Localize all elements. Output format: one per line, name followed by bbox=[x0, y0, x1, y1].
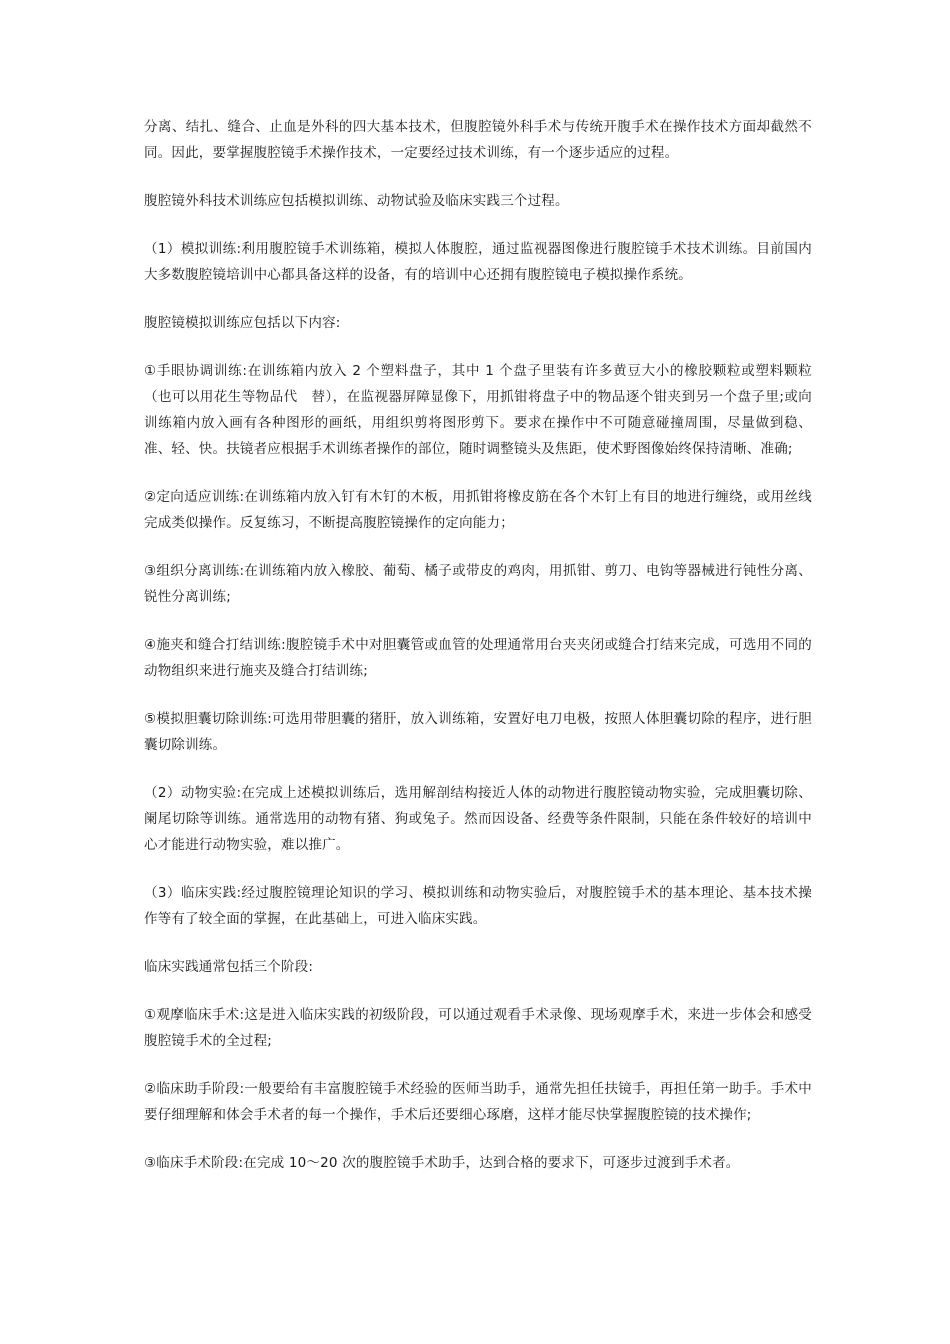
paragraph-clinical-practice: （3）临床实践:经过腹腔镜理论知识的学习、模拟训练和动物实验后，对腹腔镜手术的基本理论、基本技术操作等有了较全面的掌握，在此基础上，可进入临床实践。 bbox=[144, 885, 812, 927]
paragraph-orientation-training: ②定向适应训练:在训练箱内放入钉有木钉的木板，用抓钳将橡皮筋在各个木钉上有目的地进行缠绕，或用丝线完成类似操作。反复练习，不断提高腹腔镜操作的定向能力； bbox=[144, 489, 812, 531]
paragraph-tissue-separation-training: ③组织分离训练:在训练箱内放入橡胶、葡萄、橘子或带皮的鸡肉，用抓钳、剪刀、电钩等器械进行钝性分离、锐性分离训练; bbox=[144, 563, 812, 605]
paragraph-assistant-stage: ②临床助手阶段:一般要给有丰富腹腔镜手术经验的医师当助手，通常先担任扶镜手，再担任第一助手。手术中要仔细理解和体会手术者的每一个操作，手术后还要细心琢磨，这样才能尽快掌握腹腔镜的技术操作; bbox=[144, 1081, 812, 1123]
paragraph-simulation-contents: 腹腔镜模拟训练应包括以下内容: bbox=[144, 315, 341, 331]
paragraph-animal-experiment: （2）动物实验:在完成上述模拟训练后，选用解剖结构接近人体的动物进行腹腔镜动物实验，完成胆囊切除、阑尾切除等训练。通常选用的动物有猪、狗或兔子。然而因设备、经费等条件限制，只能在条件较好的培训中心才能进行动物实验，难以推广。 bbox=[144, 785, 812, 853]
paragraph-clip-suture-training: ④施夹和缝合打结训练:腹腔镜手术中对胆囊管或血管的处理通常用台夹夹闭或缝合打结来完成，可选用不同的动物组织来进行施夹及缝合打结训练; bbox=[144, 637, 812, 679]
paragraph-simulation-training: （1）模拟训练:利用腹腔镜手术训练箱，模拟人体腹腔，通过监视器图像进行腹腔镜手术技术训练。目前国内大多数腹腔镜培训中心都具备这样的设备，有的培训中心还拥有腹腔镜电子模拟操作系统。 bbox=[144, 241, 812, 283]
paragraph-intro: 分离、结扎、缝合、止血是外科的四大基本技术，但腹腔镜外科手术与传统开腹手术在操作技术方面却截然不同。因此，要掌握腹腔镜手术操作技术，一定要经过技术训练，有一个逐步适应的过程。 bbox=[144, 119, 812, 161]
paragraph-surgeon-stage: ③临床手术阶段:在完成 10～20 次的腹腔镜手术助手，达到合格的要求下，可逐步过渡到手术者。 bbox=[144, 1155, 740, 1171]
paragraph-cholecystectomy-simulation: ⑤模拟胆囊切除训练:可选用带胆囊的猪肝，放入训练箱，安置好电刀电极，按照人体胆囊切除的程序，进行胆囊切除训练。 bbox=[144, 711, 812, 753]
paragraph-observe-surgery: ①观摩临床手术:这是进入临床实践的初级阶段，可以通过观看手术录像、现场观摩手术，来进一步体会和感受腹腔镜手术的全过程; bbox=[144, 1007, 812, 1049]
paragraph-training-overview: 腹腔镜外科技术训练应包括模拟训练、动物试验及临床实践三个过程。 bbox=[144, 193, 569, 209]
document-body bbox=[144, 114, 812, 1198]
paragraph-clinical-stages: 临床实践通常包括三个阶段: bbox=[144, 959, 314, 975]
paragraph-hand-eye-training: ①手眼协调训练:在训练箱内放入 2 个塑料盘子，其中 1 个盘子里装有许多黄豆大小的橡胶颗粒或塑料颗粒（也可以用花生等物品代 替），在监视器屏障显像下，用抓钳将盘子中的物品逐个钳夹到另一个盘子里;或向训练箱内放入画有各种图形的画纸，用组织剪将图形剪下。要求在操作中不可随意碰撞周围，尽量做到稳、准、轻、快。扶镜者应根据手术训练者操作的部位，随时调整镜头及焦距，使术野图像始终保持清晰、准确; bbox=[144, 363, 812, 457]
